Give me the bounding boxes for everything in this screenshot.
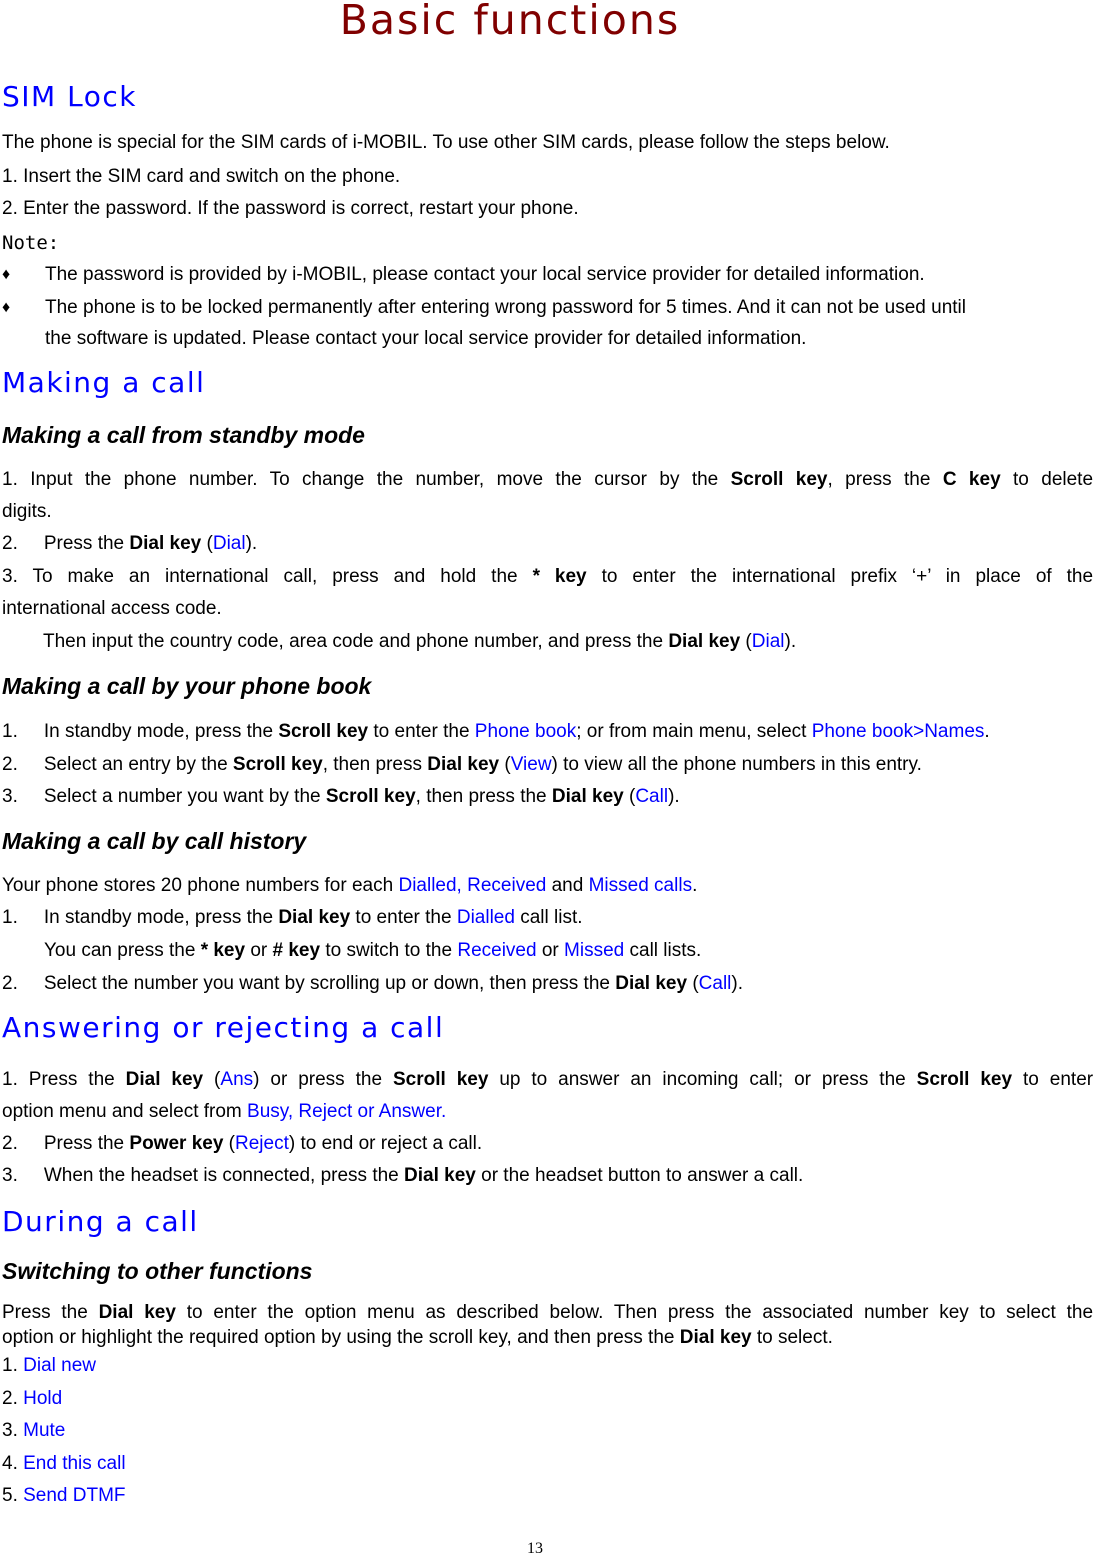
- phonebook-step-3: [2, 786, 680, 808]
- step-text: option menu and select from: [2, 1101, 248, 1122]
- dial-key-label: Dial key: [98, 1302, 176, 1323]
- phonebook-step-2: [2, 754, 922, 776]
- paren: ).: [668, 786, 680, 807]
- option-send-dtmf: [2, 1485, 126, 1507]
- answering-step-2: [2, 1133, 482, 1155]
- switching-paragraph-line-2: [2, 1327, 833, 1349]
- softkey-dial: Dial: [212, 533, 246, 554]
- softkey-view: View: [510, 754, 552, 775]
- softkey-dial: Dial: [751, 631, 785, 652]
- option-label: Dial new: [23, 1355, 96, 1376]
- sim-lock-step-1: 1. Insert the SIM card and switch on the phone.: [2, 166, 401, 187]
- dial-key-label: Dial key: [427, 754, 500, 775]
- step-number: 3.: [2, 786, 18, 807]
- bullet-icon: ♦: [2, 266, 11, 283]
- page-number: 13: [527, 1540, 543, 1557]
- scroll-key-label: Scroll key: [325, 786, 416, 807]
- option-dial-new: [2, 1355, 96, 1377]
- step-number: 2.: [2, 533, 18, 554]
- step-text: call list.: [514, 907, 583, 928]
- step-text: Your phone stores 20 phone numbers for each: [2, 875, 399, 896]
- step-text: or: [245, 940, 273, 961]
- paren: (: [223, 1133, 236, 1154]
- softkey-call: Call: [698, 973, 732, 994]
- list-missed-calls: Missed calls: [588, 875, 693, 896]
- scroll-key-label: Scroll key: [916, 1069, 1013, 1090]
- step-text: to enter the international prefix ‘+’ in place of the: [601, 566, 1094, 587]
- subheading-switching: Switching to other functions: [2, 1258, 313, 1284]
- step-number: 1.: [2, 1069, 18, 1090]
- paren: (: [201, 533, 213, 554]
- list-received: Received: [457, 940, 537, 961]
- step-text: You can press the: [44, 940, 201, 961]
- step-text: to delete: [1013, 469, 1094, 490]
- standby-step-3: [2, 566, 1093, 588]
- option-hold: [2, 1388, 62, 1410]
- step-text: .: [984, 721, 990, 742]
- option-number: 1.: [2, 1355, 24, 1376]
- dial-key-label: Dial key: [668, 631, 741, 652]
- step-number: 1.: [2, 469, 18, 490]
- bullet-icon: ♦: [2, 299, 11, 316]
- hash-key-label: # key: [272, 940, 321, 961]
- option-number: 5.: [2, 1485, 24, 1506]
- step-text: , then press the: [415, 786, 552, 807]
- step-text: or press the: [270, 1069, 383, 1090]
- step-text: , then press: [322, 754, 428, 775]
- menu-phone-book-names: Phone book>Names: [811, 721, 985, 742]
- paren: (: [623, 786, 636, 807]
- option-end-this-call: [2, 1453, 126, 1475]
- history-step-1: [2, 907, 583, 929]
- paren: ).: [245, 533, 258, 554]
- step-text: Select a number you want by the: [43, 786, 326, 807]
- note-2-line-2: the software is updated. Please contact your local service provider for detailed information.: [45, 328, 807, 349]
- scroll-key-label: Scroll key: [730, 469, 828, 490]
- standby-step-3-cont: international access code.: [2, 598, 222, 619]
- step-text: to switch to the: [320, 940, 458, 961]
- step-number: 3.: [2, 566, 18, 587]
- option-label: Hold: [23, 1388, 63, 1409]
- menu-phone-book: Phone book: [474, 721, 577, 742]
- paren: (: [687, 973, 699, 994]
- option-number: 2.: [2, 1388, 24, 1409]
- step-text: and: [546, 875, 589, 896]
- option-mute: [2, 1420, 65, 1442]
- step-text: option or highlight the required option by using the scroll key, and then press the: [2, 1327, 680, 1348]
- step-text: up to answer an incoming call; or press the: [499, 1069, 906, 1090]
- step-text: to select.: [751, 1327, 833, 1348]
- step-text: Press the: [43, 533, 130, 554]
- power-key-label: Power key: [129, 1133, 224, 1154]
- dial-key-label: Dial key: [278, 907, 351, 928]
- option-number: 4.: [2, 1453, 24, 1474]
- paren: ).: [731, 973, 744, 994]
- step-text: to enter the: [350, 907, 457, 928]
- step-number: 2.: [2, 973, 18, 994]
- dial-key-label: Dial key: [551, 786, 624, 807]
- step-text: to enter the: [368, 721, 475, 742]
- step-text: Select an entry by the: [43, 754, 233, 775]
- scroll-key-label: Scroll key: [278, 721, 369, 742]
- paren: ).: [784, 631, 797, 652]
- star-key-label: * key: [200, 940, 246, 961]
- history-step-2: [2, 973, 743, 995]
- subheading-call-history: Making a call by call history: [2, 828, 307, 854]
- dial-key-label: Dial key: [679, 1327, 752, 1348]
- step-text: Input the phone number. To change the number, move the cursor by the: [30, 469, 719, 490]
- option-number: 3.: [2, 1420, 24, 1441]
- section-heading-making-a-call: Making a call: [2, 366, 206, 399]
- step-text: To make an international call, press and hold the: [32, 566, 518, 587]
- c-key-label: C key: [942, 469, 1001, 490]
- standby-step-3-then: [43, 631, 796, 653]
- step-number: 2.: [2, 754, 18, 775]
- switching-paragraph-line-1: [2, 1302, 1093, 1324]
- page-title: Basic functions: [339, 0, 681, 44]
- option-label: End this call: [23, 1453, 126, 1474]
- step-text: In standby mode, press the: [43, 907, 279, 928]
- sim-lock-step-2: 2. Enter the password. If the password is correct, restart your phone.: [2, 198, 579, 219]
- step-text: call lists.: [624, 940, 702, 961]
- history-step-1-sub: [44, 940, 701, 962]
- standby-step-2: [2, 533, 257, 555]
- subheading-standby: Making a call from standby mode: [2, 422, 365, 448]
- step-text: , press the: [827, 469, 931, 490]
- history-intro: [2, 875, 697, 897]
- note-2-line-1: The phone is to be locked permanently after entering wrong password for 5 times. And it can not be used until: [45, 297, 966, 318]
- paren: (: [499, 754, 511, 775]
- note-label: Note:: [2, 232, 60, 254]
- option-label: Mute: [23, 1420, 66, 1441]
- step-text: to enter: [1023, 1069, 1094, 1090]
- step-text: Press the: [2, 1302, 88, 1323]
- step-text: to enter the option menu as described below. Then press the associated number key to select the: [186, 1302, 1094, 1323]
- step-text: When the headset is connected, press the: [43, 1165, 405, 1186]
- dial-key-label: Dial key: [125, 1069, 204, 1090]
- step-number: 2.: [2, 1133, 18, 1154]
- phonebook-step-1: [2, 721, 990, 743]
- softkey-ans: Ans: [220, 1069, 254, 1090]
- step-text: or: [536, 940, 565, 961]
- step-number: 3.: [2, 1165, 18, 1186]
- softkey-reject: Reject: [235, 1133, 289, 1154]
- subheading-phone-book: Making a call by your phone book: [2, 673, 372, 699]
- softkey-call: Call: [635, 786, 669, 807]
- sim-lock-intro: The phone is special for the SIM cards of i-MOBIL. To use other SIM cards, please follow the steps below.: [2, 132, 890, 153]
- section-heading-during-a-call: During a call: [2, 1205, 199, 1238]
- step-text: Then input the country code, area code and phone number, and press the: [43, 631, 669, 652]
- paren: (: [740, 631, 752, 652]
- star-key-label: * key: [532, 566, 587, 587]
- scroll-key-label: Scroll key: [232, 754, 323, 775]
- step-number: 1.: [2, 907, 18, 928]
- list-dialled-received: Dialled, Received: [398, 875, 547, 896]
- standby-step-1-cont: digits.: [2, 501, 52, 522]
- scroll-key-label: Scroll key: [392, 1069, 489, 1090]
- note-1: The password is provided by i-MOBIL, please contact your local service provider for detailed information.: [45, 264, 925, 285]
- answering-step-1-cont: [2, 1101, 446, 1123]
- step-text: Select the number you want by scrolling up or down, then press the: [43, 973, 616, 994]
- step-text: Press the: [28, 1069, 115, 1090]
- list-dialled: Dialled: [456, 907, 515, 928]
- section-heading-answering: Answering or rejecting a call: [2, 1011, 445, 1044]
- step-text: or the headset button to answer a call.: [475, 1165, 804, 1186]
- step-text: In standby mode, press the: [43, 721, 279, 742]
- section-heading-sim-lock: SIM Lock: [2, 80, 137, 113]
- step-text: ) to view all the phone numbers in this entry.: [551, 754, 922, 775]
- option-label: Send DTMF: [23, 1485, 126, 1506]
- dial-key-label: Dial key: [404, 1165, 476, 1186]
- step-number: 1.: [2, 721, 18, 742]
- step-text: Press the: [43, 1133, 130, 1154]
- answering-step-3: [2, 1165, 803, 1187]
- step-text: ) to end or reject a call.: [288, 1133, 483, 1154]
- answering-step-1: 1. Press the Dial key (Ans) or press the Scroll key up to answer an incoming call; or press the Scroll key to enter: [2, 1069, 1094, 1090]
- step-text: ; or from main menu, select: [576, 721, 812, 742]
- step-text: .: [692, 875, 698, 896]
- dial-key-label: Dial key: [129, 533, 202, 554]
- dial-key-label: Dial key: [615, 973, 688, 994]
- standby-step-1: [2, 469, 1093, 491]
- option-list: Busy, Reject or Answer.: [247, 1101, 447, 1122]
- list-missed: Missed: [564, 940, 625, 961]
